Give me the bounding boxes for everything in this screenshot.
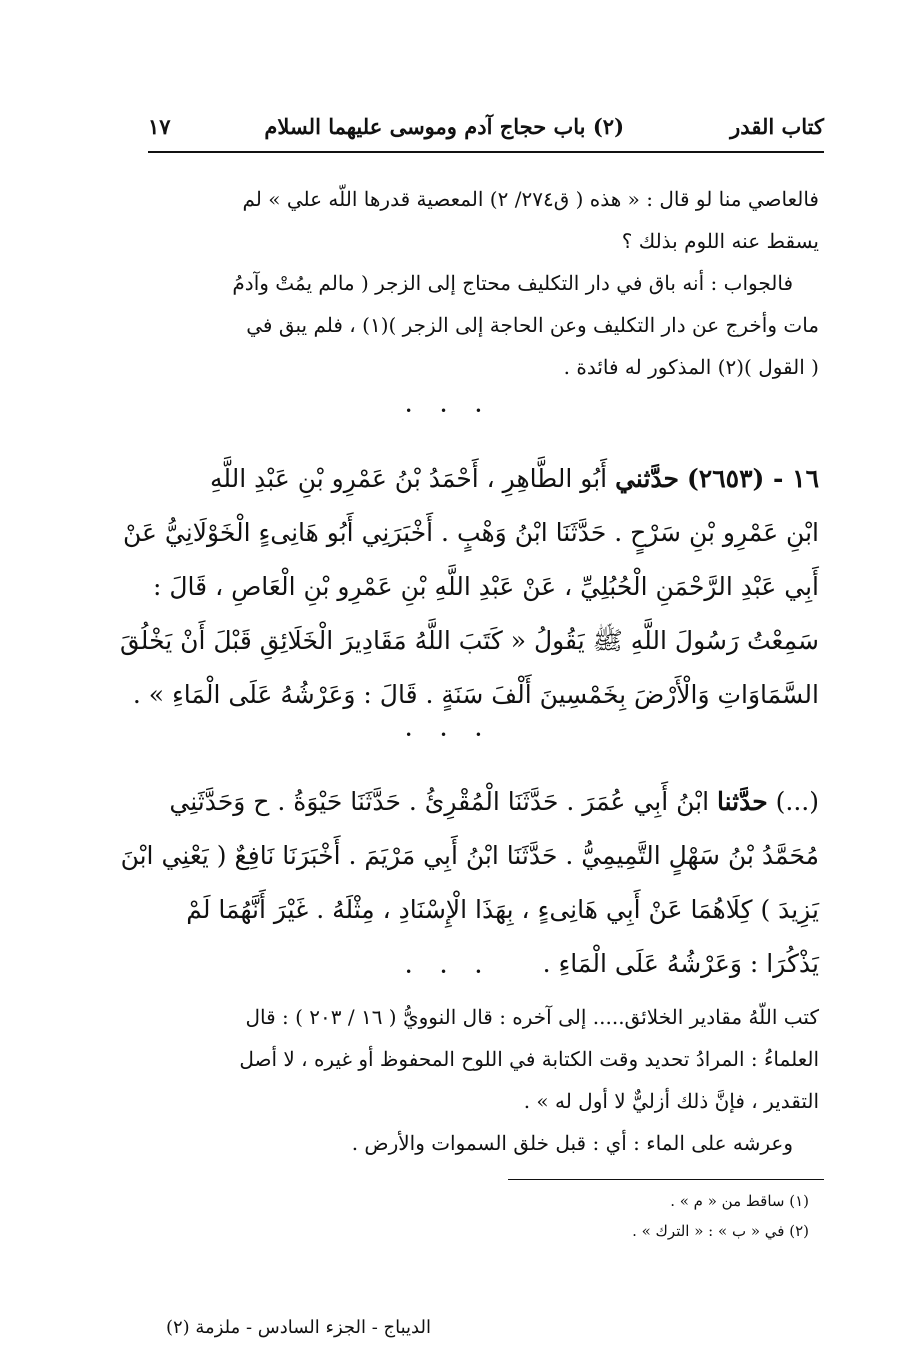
hadith-line (129, 452, 819, 506)
printer-signature: الديباج - الجزء السادس - ملزمة (٢) (165, 1317, 431, 1338)
hadith-line: يَذْكُرَا : وَعَرْشُهُ عَلَى الْمَاءِ . (542, 949, 819, 978)
intro-paragraph (129, 178, 819, 388)
hadith-text: ابْنُ أَبِي عُمَرَ . حَدَّثَنَا الْمُقْرِئُ . حَدَّثَنَا حَيْوَةُ . ح وَحَدَّثَنِي (169, 787, 710, 816)
intro-line: مات وأخرج عن دار التكليف وعن الحاجة إلى الزجر )(١) ، فلم يبق في (246, 313, 819, 337)
hadith-1 (119, 452, 819, 722)
footnote: (١) ساقط من « م » . (670, 1192, 809, 1210)
intro-line: فالجواب : أنه باق في دار التكليف محتاج إلى الزجر ( مالم يمُتْ وآدمُ (232, 271, 793, 295)
hadith-opening: حدَّثنا (716, 787, 768, 816)
hadith-opening: حدَّثني (615, 464, 679, 493)
section-separator: • • • (405, 728, 494, 742)
footnote-divider (508, 1179, 824, 1180)
commentary-line: العلماءُ : المرادُ تحديد وقت الكتابة في اللوح المحفوظ أو غيره ، لا أصل (239, 1047, 819, 1071)
hadith-line: ابْنِ عَمْرِو بْنِ سَرْحٍ . حَدَّثَنَا ابْنُ وَهْبٍ . أَخْبَرَنِي أَبُو هَانِىءٍ الْخَوْلَانِيُّ عَنْ (123, 518, 819, 547)
header-divider (148, 151, 824, 153)
hadith-text: أَبُو الطَّاهِرِ ، أَحْمَدُ بْنُ عَمْرِو بْنِ عَبْدِ اللَّهِ (209, 464, 608, 493)
commentary-line: كتب اللّهُ مقادير الخلائق..... إلى آخره : قال النوويُّ ( ١٦ / ٢٠٣ ) : قال (245, 1005, 819, 1029)
page-number: ١٧ (148, 114, 171, 139)
book-title: كتاب القدر (730, 114, 824, 139)
commentary (129, 996, 819, 1164)
chapter-title: (٢) باب حجاج آدم وموسى عليهما السلام (264, 114, 624, 139)
intro-line: ( القول )(٢) المذكور له فائدة . (563, 355, 819, 379)
hadith-mark: (...) (775, 787, 819, 816)
hadith-line: سَمِعْتُ رَسُولَ اللَّهِ ﷺ يَقُولُ « كَتَبَ اللَّهُ مَقَادِيرَ الْخَلَائِقِ قَبْلَ أَنْ يَخْلُقَ (119, 626, 819, 655)
section-separator: • • • (405, 404, 494, 418)
commentary-line: وعرشه على الماء : أي : قبل خلق السموات والأرض . (351, 1131, 793, 1155)
section-separator: • • • (405, 965, 494, 979)
intro-line: يسقط عنه اللوم بذلك ؟ (621, 229, 819, 253)
hadith-line: السَّمَاوَاتِ وَالْأَرْضَ بِخَمْسِينَ أَلْفَ سَنَةٍ . قَالَ : وَعَرْشُهُ عَلَى الْمَاءِ » . (132, 680, 819, 709)
commentary-line: التقدير ، فإنَّ ذلك أزليٌّ لا أول له » . (523, 1089, 819, 1113)
hadith-2 (120, 775, 819, 991)
hadith-line: يَزِيدَ ) كِلَاهُمَا عَنْ أَبِي هَانِىءٍ ، بِهَذَا الْإِسْنَادِ ، مِثْلَهُ . غَيْرَ أَنَّهُمَا لَمْ (186, 895, 819, 924)
intro-line: فالعاصي منا لو قال : « هذه ( ق٢٧٤/ ٢) المعصية قدرها اللّه علي » لم (242, 187, 819, 211)
hadith-line (129, 775, 819, 829)
hadith-line: مُحَمَّدُ بْنُ سَهْلٍ التَّمِيمِيُّ . حَدَّثَنَا ابْنُ أَبِي مَرْيَمَ . أَخْبَرَنَا نَافِعٌ ( يَعْنِي ابْنَ (120, 841, 819, 870)
running-header (148, 112, 824, 152)
hadith-line: أَبِي عَبْدِ الرَّحْمَنِ الْحُبُلِيِّ ، عَنْ عَبْدِ اللَّهِ بْنِ عَمْرِو بْنِ الْعَاصِ ، قَالَ : (153, 572, 819, 601)
footnote: (٢) في « ب » : « الترك » . (632, 1222, 809, 1240)
footnotes (409, 1186, 809, 1246)
hadith-number: ١٦ - (٢٦٥٣) (686, 464, 819, 493)
